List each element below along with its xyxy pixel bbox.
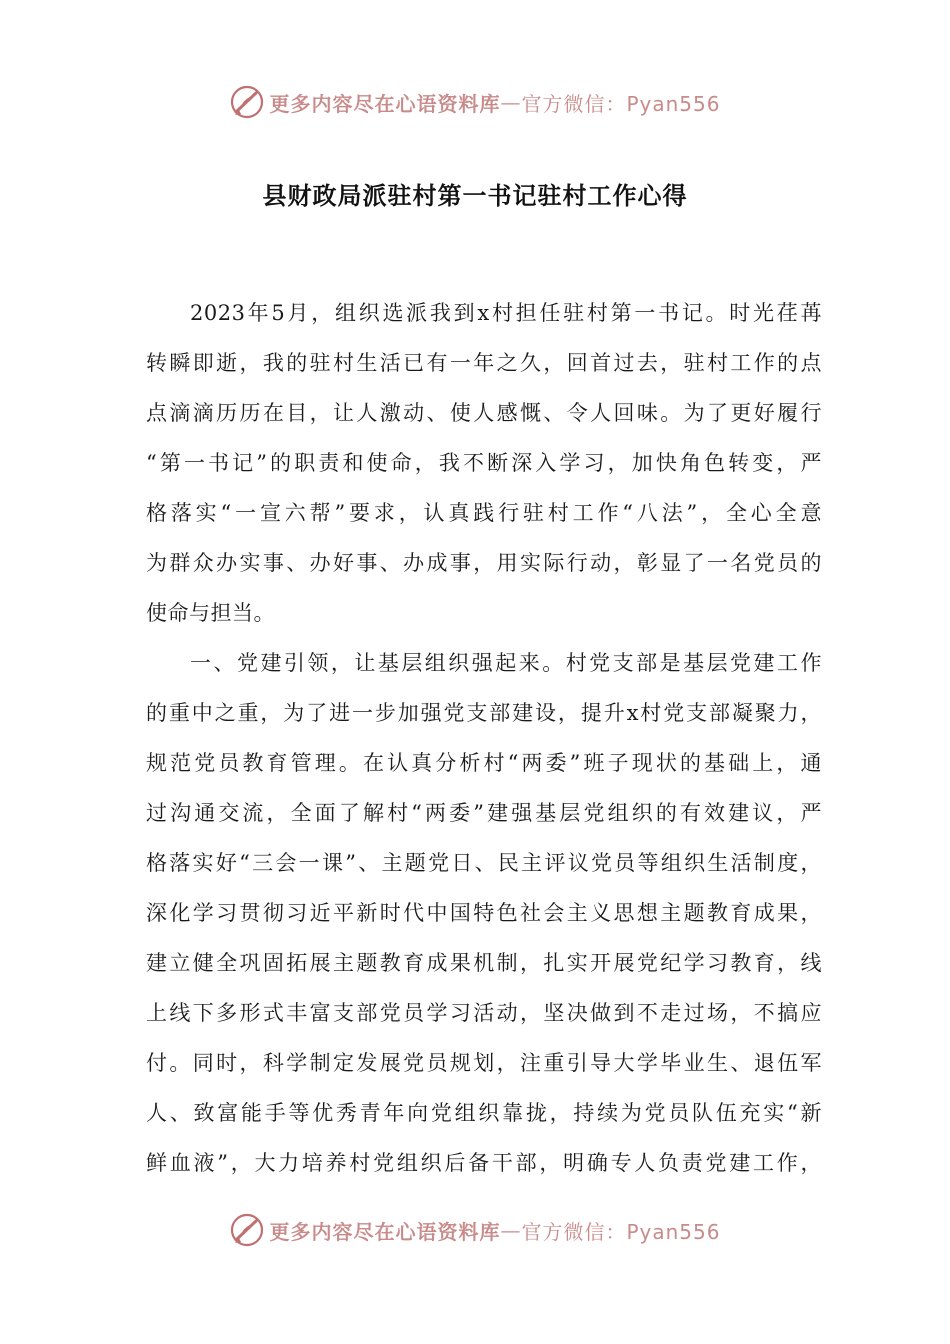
pen-logo-icon [229, 1212, 265, 1248]
body-line: 付。同时，科学制定发展党员规划，注重引导大学毕业生、退伍军 [146, 1051, 822, 1075]
body-line: 深化学习贯彻习近平新时代中国特色社会主义思想主题教育成果， [146, 901, 822, 925]
banner-wechat-text: 官方微信：Pyan556 [521, 91, 721, 116]
footer-watermark-banner [0, 1208, 950, 1252]
body-line: 过沟通交流，全面了解村“两委”建强基层党组织的有效建议，严 [146, 801, 822, 825]
body-line: 2023年5月，组织选派我到x村担任驻村第一书记。时光荏苒 [190, 301, 822, 325]
body-line: “第一书记”的职责和使命，我不断深入学习，加快角色转变，严 [146, 451, 822, 475]
body-line: 规范党员教育管理。在认真分析村“两委”班子现状的基础上，通 [146, 751, 822, 775]
body-line: 建立健全巩固拓展主题教育成果机制，扎实开展党纪学习教育，线 [146, 951, 822, 975]
body-line: 一、党建引领，让基层组织强起来。村党支部是基层党建工作 [190, 651, 822, 675]
body-line: 鲜血液”，大力培养村党组织后备干部，明确专人负责党建工作， [146, 1151, 822, 1175]
banner-brand-text: 更多内容尽在心语资料库 [269, 1219, 501, 1244]
body-line: 的重中之重，为了进一步加强党支部建设，提升x村党支部凝聚力， [146, 701, 822, 725]
body-line: 格落实好“三会一课”、主题党日、民主评议党员等组织生活制度， [146, 851, 822, 875]
body-line: 人、致富能手等优秀青年向党组织靠拢，持续为党员队伍充实“新 [146, 1101, 822, 1125]
body-line: 转瞬即逝，我的驻村生活已有一年之久，回首过去，驻村工作的点 [146, 351, 822, 375]
body-line: 格落实“一宣六帮”要求，认真践行驻村工作“八法”，全心全意 [146, 501, 822, 525]
banner-dash: — [500, 1218, 522, 1242]
banner-wechat-text: 官方微信：Pyan556 [521, 1219, 721, 1244]
banner-dash: — [500, 90, 522, 114]
banner-brand-text: 更多内容尽在心语资料库 [269, 91, 501, 116]
document-body [146, 288, 822, 1188]
body-line: 点滴滴历历在目，让人激动、使人感慨、令人回味。为了更好履行 [146, 401, 822, 425]
document-title: 县财政局派驻村第一书记驻村工作心得 [262, 181, 688, 210]
pen-logo-icon [229, 84, 265, 120]
header-watermark-banner [0, 80, 950, 124]
body-line: 为群众办实事、办好事、办成事，用实际行动，彰显了一名党员的 [146, 551, 822, 575]
body-line: 使命与担当。 [146, 601, 275, 625]
body-line: 上线下多形式丰富支部党员学习活动，坚决做到不走过场，不搞应 [146, 1001, 822, 1025]
